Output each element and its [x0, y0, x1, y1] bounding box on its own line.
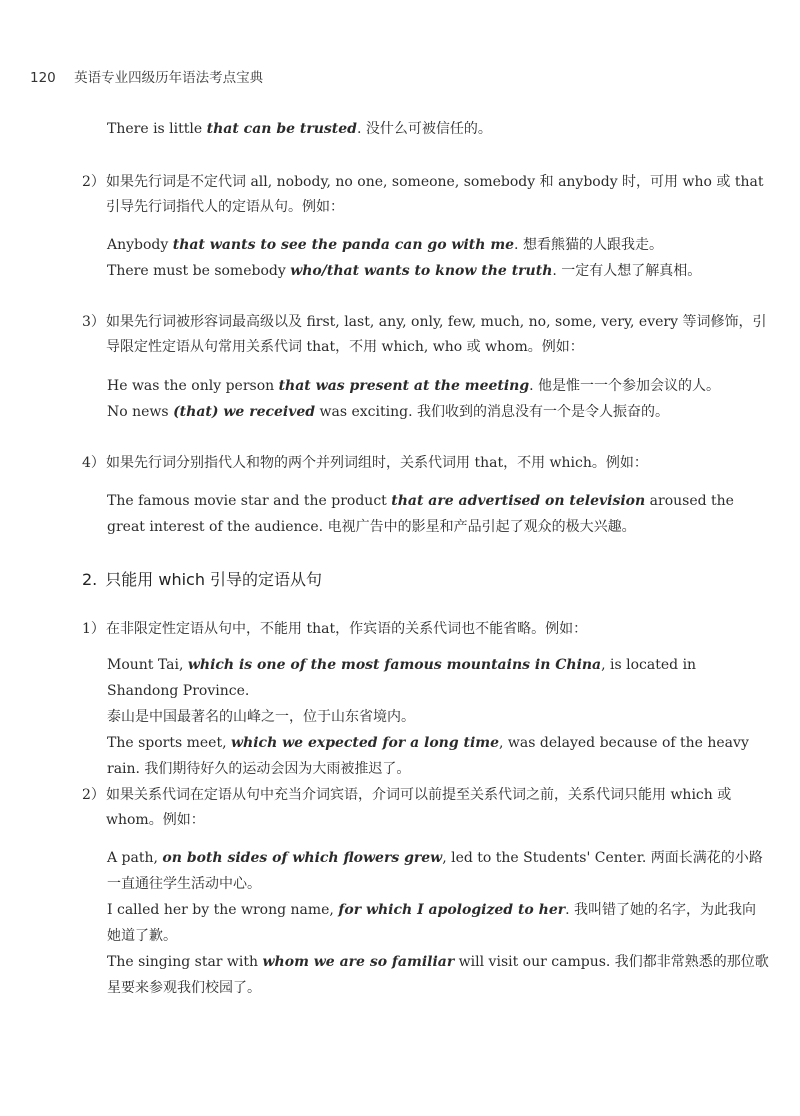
relative-clause: that can be trusted [206, 121, 357, 137]
example-sentence [107, 845, 770, 897]
rule-text: 在非限定性定语从句中，不能用 that，作宾语的关系代词也不能省略。例如： [106, 621, 588, 637]
rule-item-2 [82, 170, 772, 220]
sentence-translation: . 没什么可被信任的。 [356, 121, 492, 137]
item-number: 2） [82, 787, 105, 803]
sentence-translation: . 我叫错了她的名字，为此我向她道了歉。 [107, 902, 757, 944]
relative-clause: which is one of the most famous mountains in China [187, 657, 602, 673]
rule-item-3 [82, 310, 772, 360]
relative-clause: who/that wants to know the truth [290, 263, 553, 279]
sentence-text: Mount Tai, [107, 657, 188, 673]
sentence-translation: was exciting. 我们收到的消息没有一个是令人振奋的。 [315, 404, 669, 420]
example-sentence [107, 116, 770, 142]
sentence-translation: 泰山是中国最著名的山峰之一，位于山东省境内。 [107, 709, 415, 725]
example-sentence [107, 488, 770, 540]
item-number: 1） [82, 621, 105, 637]
relative-clause: (that) we received [173, 404, 316, 420]
sentence-text: I called her by the wrong name, [107, 902, 339, 918]
relative-clause: that was present at the meeting [278, 378, 530, 394]
sentence-translation: will visit our campus. 我们都非常熟悉的那位歌星要来参观我们校园了。 [107, 954, 769, 996]
rule-text: 如果先行词被形容词最高级以及 first, last, any, only, few, much, no, some, very, every 等词修饰，引导限定性定语从句常用关系代词 that，不用 which, who 或 whom。例如： [106, 314, 767, 355]
sentence-text: The singing star with [107, 954, 263, 970]
sentence-translation: . 他是惟一一个参加会议的人。 [529, 378, 721, 394]
rule-item-s2-1 [82, 617, 772, 642]
sentence-text: There must be somebody [107, 263, 291, 279]
example-block [107, 232, 770, 284]
example-sentence [107, 897, 770, 949]
section-title: 只能用 which 引导的定语从句 [105, 570, 323, 589]
item-number: 4） [82, 455, 105, 471]
example-sentence [107, 730, 770, 782]
example-block [107, 373, 770, 425]
sentence-text: No news [107, 404, 174, 420]
sentence-translation: . 想看熊猫的人跟我走。 [514, 237, 663, 253]
rule-text: 如果先行词分别指代人和物的两个并列词组时，关系代词用 that，不用 which。例如： [106, 455, 648, 471]
rule-item-s2-2 [82, 783, 772, 833]
item-number: 3） [82, 314, 105, 330]
sentence-translation: , led to the Students' Center. 两面长满花的小路一直通往学生活动中心。 [107, 850, 763, 892]
example-sentence [107, 373, 770, 399]
example-sentence [107, 652, 770, 704]
example-sentence [107, 949, 770, 1001]
example-sentence [107, 232, 770, 258]
relative-clause: on both sides of which flowers grew [162, 850, 443, 866]
rule-item-4 [82, 451, 772, 476]
example-sentence [107, 258, 770, 284]
sentence-text: , is located in Shandong Province. [107, 657, 697, 699]
relative-clause: that are advertised on television [391, 493, 646, 509]
example-block [107, 652, 770, 782]
rule-text: 如果关系代词在定语从句中充当介词宾语，介词可以前提至关系代词之前，关系代词只能用 which 或 whom。例如： [106, 787, 732, 828]
rule-text: 如果先行词是不定代词 all, nobody, no one, someone, somebody 和 anybody 时，可用 who 或 that 引导先行词指代人的定语从句。例如： [106, 174, 764, 215]
sentence-translation: , was delayed because of the heavy rain. 我们期待好久的运动会因为大雨被推迟了。 [107, 735, 749, 777]
book-title: 英语专业四级历年语法考点宝典 [74, 70, 264, 86]
example-block [107, 845, 770, 1001]
sentence-translation: aroused the great interest of the audience. 电视广告中的影星和产品引起了观众的极大兴趣。 [107, 493, 734, 535]
sentence-text: There is little [107, 121, 207, 137]
page-number: 120 [30, 70, 56, 86]
page-header [30, 66, 263, 86]
sentence-text: The sports meet, [107, 735, 231, 751]
section-heading [82, 567, 322, 590]
relative-clause: whom we are so familiar [262, 954, 455, 970]
sentence-text: Anybody [107, 237, 173, 253]
sentence-text: A path, [107, 850, 163, 866]
sentence-text: The famous movie star and the product [107, 493, 392, 509]
item-number: 2） [82, 174, 105, 190]
sentence-text: He was the only person [107, 378, 279, 394]
relative-clause: for which I apologized to her [338, 902, 566, 918]
relative-clause: that wants to see the panda can go with me [172, 237, 515, 253]
sentence-translation: . 一定有人想了解真相。 [552, 263, 702, 279]
example-block [107, 488, 770, 540]
section-number: 2. [82, 570, 98, 589]
example-sentence [107, 399, 770, 425]
relative-clause: which we expected for a long time [231, 735, 500, 751]
example-block [107, 116, 770, 142]
